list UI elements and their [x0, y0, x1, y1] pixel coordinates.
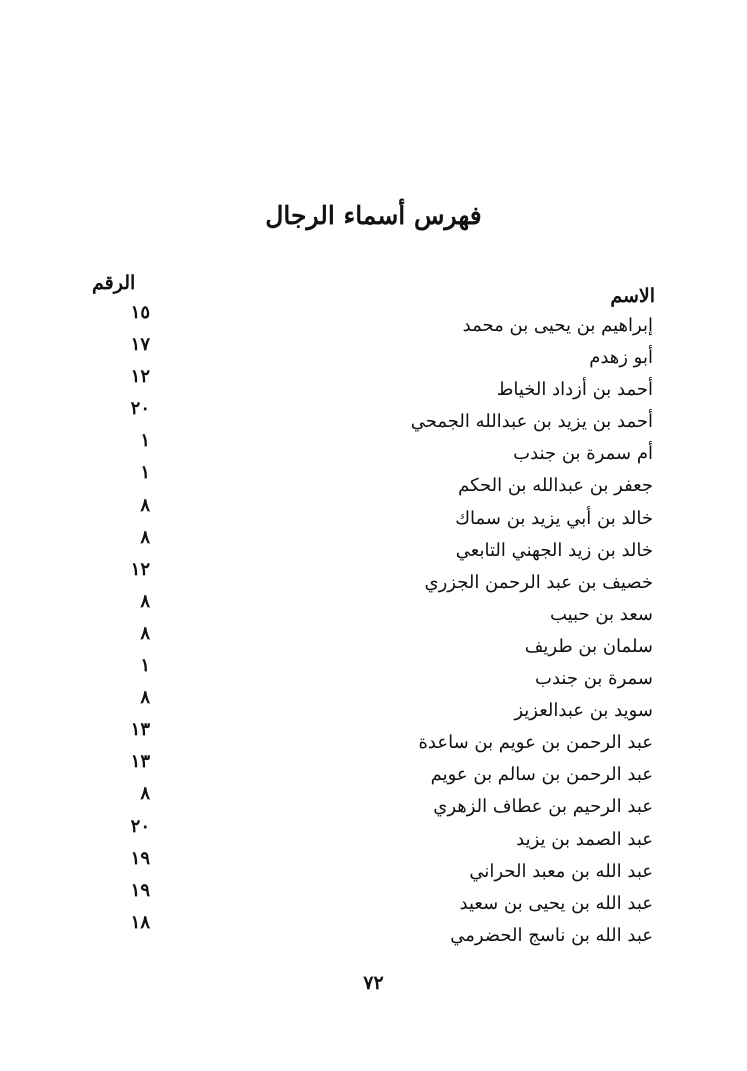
name-entry: عبد الرحمن بن سالم بن عويم	[430, 764, 653, 786]
number-entry: ١	[140, 462, 150, 484]
name-entry: سمرة بن جندب	[535, 668, 653, 690]
number-column-header: الرقم	[92, 272, 136, 294]
number-entry: ١٨	[130, 911, 150, 933]
name-entry: عبد الرحمن بن عويم بن ساعدة	[418, 732, 653, 754]
name-entry: أحمد بن يزيد بن عبدالله الجمحي	[410, 411, 653, 433]
number-entry: ٨	[140, 526, 150, 548]
name-entry: أحمد بن أزداد الخياط	[496, 379, 653, 401]
number-entry: ١٣	[130, 751, 150, 773]
number-entry: ١٧	[130, 334, 150, 356]
number-entry: ١٥	[130, 302, 150, 323]
name-column-header: الاسم	[610, 285, 655, 307]
number-entry: ٨	[140, 590, 150, 612]
name-entry: أم سمرة بن جندب	[513, 443, 653, 465]
name-entry: سويد بن عبدالعزيز	[514, 700, 653, 722]
number-entry: ٨	[140, 622, 150, 644]
name-entry: عبد الرحيم بن عطاف الزهري	[433, 796, 653, 818]
number-entry: ١٢	[130, 366, 150, 388]
number-entry: ٨	[140, 687, 150, 709]
number-entry: ١	[140, 430, 150, 452]
number-entry: ١٩	[130, 879, 150, 901]
name-entry: جعفر بن عبدالله بن الحكم	[458, 475, 653, 497]
name-entry: خالد بن أبي يزيد بن سماك	[455, 507, 653, 529]
name-entry: سعد بن حبيب	[549, 603, 653, 625]
name-entry: عبد الصمد بن يزيد	[516, 828, 653, 850]
name-entry: سلمان بن طريف	[524, 635, 653, 657]
name-entry: أبو زهدم	[589, 347, 653, 369]
name-entry: عبد الله بن ناسج الحضرمي	[450, 924, 653, 946]
name-entry: عبد الله بن معبد الحراني	[469, 860, 653, 882]
number-entry: ٨	[140, 494, 150, 516]
page-title: فهرس أسماء الرجال	[265, 201, 482, 230]
names-list	[233, 310, 653, 952]
name-entry: خالد بن زيد الجهني التابعي	[455, 539, 653, 561]
number-entry: ١٢	[130, 558, 150, 580]
number-entry: ٢٠	[130, 398, 150, 420]
name-entry: إبراهيم بن يحيى بن محمد	[462, 315, 653, 336]
number-entry: ٨	[140, 783, 150, 805]
page-number: ٧٢	[363, 972, 384, 994]
number-entry: ١٣	[130, 719, 150, 741]
number-entry: ١٩	[130, 847, 150, 869]
number-entry: ١	[140, 655, 150, 677]
number-entry: ٢٠	[130, 815, 150, 837]
numbers-list	[90, 297, 150, 939]
name-entry: عبد الله بن يحيى بن سعيد	[459, 892, 653, 914]
name-entry: خصيف بن عبد الرحمن الجزري	[424, 571, 653, 593]
